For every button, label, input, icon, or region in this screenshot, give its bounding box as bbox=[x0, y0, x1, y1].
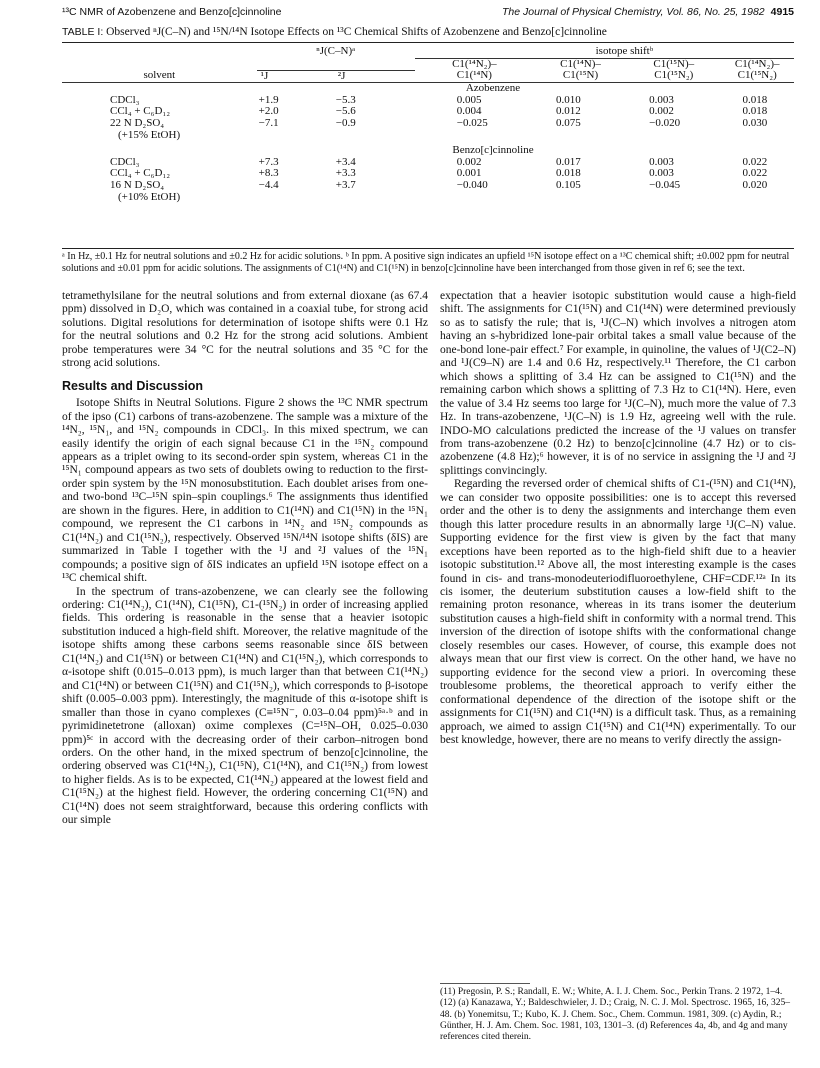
shift-cell: 0.010 bbox=[555, 93, 581, 106]
solvent-cell: (+10% EtOH) bbox=[118, 190, 181, 203]
j2-cell: −0.9 bbox=[335, 117, 356, 130]
solvent-cell: CCl₄ + C₆D₁₂ bbox=[110, 167, 171, 180]
header-solvent: solvent bbox=[143, 69, 176, 82]
shift-cell: 0.002 bbox=[456, 155, 482, 168]
section-benzocinnoline: Benzo[c]cinnoline bbox=[452, 144, 534, 157]
header-shift-3a: C1(¹⁵N)– bbox=[653, 57, 695, 70]
running-head-journal bbox=[502, 6, 794, 18]
j2-cell: +3.7 bbox=[335, 179, 356, 192]
shift-cell: 0.003 bbox=[649, 155, 674, 168]
shift-cell: 0.020 bbox=[742, 179, 768, 192]
shift-cell: 0.012 bbox=[555, 105, 581, 118]
table-row bbox=[62, 118, 794, 130]
shift-cell: 0.002 bbox=[649, 105, 674, 118]
solvent-cell: CDCl₃ bbox=[110, 93, 140, 106]
table-bottom-rule bbox=[62, 248, 794, 249]
left-column bbox=[62, 290, 428, 828]
shift-cell bbox=[415, 130, 534, 142]
references bbox=[440, 983, 796, 1043]
shift-cell: −0.025 bbox=[456, 117, 488, 130]
header-shift-1a: C1(¹⁴N₂)– bbox=[452, 57, 497, 70]
j1-cell bbox=[257, 130, 328, 142]
isotope-table bbox=[62, 46, 794, 203]
shift-cell: 0.018 bbox=[742, 105, 768, 118]
header-shift-2a: C1(¹⁴N)– bbox=[560, 57, 601, 70]
j1-cell: +2.0 bbox=[258, 105, 279, 118]
j2-cell: −5.6 bbox=[335, 105, 356, 118]
section-azobenzene: Azobenzene bbox=[465, 82, 521, 95]
paragraph: In the spectrum of trans-azobenzene, we can clearly see the following ordering: C1(¹⁴N₂), C1(¹⁴N), C1(¹⁵N), C1-(¹⁵N₂) in order of increasing applied fields. This ordering is reasonable in the sense that a heavier isotopic substitution induced a high-field shift. Moreover, the relative magnitude of the isotope shifts among these carbons seems reasonable since δIS between C1(¹⁴N₂) and C1(¹⁵N) or between C1(¹⁴N) and C1(¹⁵N₂), which corresponds to α-isotope shift (0.015–0.013 ppm), is much larger than that between C1(¹⁴N₂) and C1(¹⁴N) or between C1(¹⁵N) and C1(¹⁵N₂), which corresponds to β-isotope shift (0.005–0.003 ppm). Interestingly, the magnitude of this α-isotope shift is smaller than those in cyano complexes (C≡¹⁵N⁻, 0.03–0.04 ppm)⁵ᵃ·ᵇ and in pyrimidinetetrone (alloxan) oxime complexes (C=¹⁵N–OH, 0.025–0.030 ppm)⁵ᶜ in accord with the decreasing order of their carbon–nitrogen bond orders. On the other hand, in the mixed spectrum of benzo[c]cinnoline, the ordering observed was C1(¹⁴N₂), C1(¹⁵N), C1(¹⁴N), and C1(¹⁵N₂) from lowest to higher fields. As is to be expected, C1(¹⁴N₂) appeared at the lowest field and C1(¹⁵N₂) at the highest field. However, the ordering concerning C1(¹⁵N) and C1(¹⁴N) does not seem straightforward, because this ordering conflicts with our simple bbox=[62, 585, 428, 827]
shift-cell bbox=[720, 192, 794, 204]
section-heading: Results and Discussion bbox=[62, 378, 204, 393]
paragraph: tetramethylsilane for the neutral solutions and from external dioxane (as 67.4 ppm) dissolved in D₂O, which was contained in a coaxial tube, for strong acid solutions. Digital resolutions for determination of isotope shifts were 0.1 Hz for the neutral solutions and 0.2 Hz for the strong acid solutions. Ambient probe temperatures were 34 °C for the neutral solutions and 35 °C for the strong acid solutions. bbox=[62, 290, 428, 370]
solvent-cell: (+15% EtOH) bbox=[118, 128, 181, 141]
shift-cell: 0.022 bbox=[742, 155, 768, 168]
shift-cell: 0.075 bbox=[555, 117, 581, 130]
table-label: TABLE I: bbox=[62, 26, 104, 38]
header-nj: ⁿJ(C–N)ᵃ bbox=[316, 45, 356, 58]
shift-cell bbox=[415, 192, 534, 204]
shift-cell: 0.017 bbox=[555, 155, 581, 168]
paragraph: expectation that a heavier isotopic substitution would cause a high-field shift. The assignments for C1(¹⁵N) and C1(¹⁴N) were determined previously so as to satisfy the rule; that is, ¹J(C–N) which involves a nitrogen atom having an s-hybridized lone-pair orbital takes a small value because of the one-bond lone-pair effect.⁷ For example, in quinoline, the values of ¹J(C2–N) and ¹J(C9–N) are 1.4 and 0.6 Hz, respectively.¹¹ Therefore, the C1 carbon which shows a splitting of 3.4 Hz can be assigned to C1(¹⁵N) and the remaining carbon which shows a splitting of 7.3 Hz to C1(¹⁴N). Here, even the value of 3.4 Hz seems too large for ¹J(C–N), much more the value of 7.3 Hz. In trans-azobenzene, ¹J(C–N) is 1.9 Hz, agreeing well with the rule. INDO-MO calculations predicted the increase of the ¹J values on transfer from trans-azobenzene (0.2 Hz) to benzo[c]cinnoline (4.7 Hz) or to cis-azobenzene (4.8 Hz);⁶ however, it is of no service in assigning the ¹J and ²J splittings convincingly. bbox=[440, 290, 796, 477]
shift-cell: 0.003 bbox=[649, 167, 674, 180]
j2-cell: +3.4 bbox=[335, 155, 356, 168]
solvent-cell: 22 N D₂SO₄ bbox=[110, 117, 165, 130]
table-caption-text: Observed ⁿJ(C–N) and ¹⁵N/¹⁴N Isotope Effects on ¹³C Chemical Shifts of Azobenzene and Benzo[c]cinnoline bbox=[106, 26, 607, 38]
journal-citation: The Journal of Physical Chemistry, Vol. 86, No. 25, 1982 bbox=[502, 6, 765, 18]
shift-cell: 0.001 bbox=[456, 167, 482, 180]
solvent-cell: CCl₄ + C₆D₁₂ bbox=[110, 105, 171, 118]
solvent-cell: CDCl₃ bbox=[110, 155, 140, 168]
shift-cell: −0.020 bbox=[649, 117, 681, 130]
header-1j: ¹J bbox=[260, 69, 269, 82]
j2-cell: −5.3 bbox=[335, 93, 356, 106]
reference-12: (12) (a) Kanazawa, Y.; Baldeschwieler, J. D.; Craig, N. C. J. Mol. Spectrosc. 1965, 16, 325–48. (b) Yonemitsu, T.; Kubo, K. J. Chem. Soc., Chem. Commun. 1981, 309. (c) Aydin, R.; Günther, H. J. Am. Chem. Soc. 1981, 103, 1301–3. (d) References 4a, 4b, and 4g and many references cited therein. bbox=[440, 998, 790, 1043]
running-head-title: ¹³C NMR of Azobenzene and Benzo[c]cinnoline bbox=[62, 6, 282, 18]
j1-cell: −7.1 bbox=[258, 117, 279, 130]
shift-cell: 0.005 bbox=[456, 93, 482, 106]
shift-cell: 0.022 bbox=[742, 167, 768, 180]
reference-11: (11) Pregosin, P. S.; Randall, E. W.; White, A. I. J. Chem. Soc., Perkin Trans. 2 1972, 1–4. bbox=[440, 987, 783, 997]
shift-cell bbox=[627, 130, 720, 142]
table-caption bbox=[62, 26, 794, 38]
shift-cell: 0.003 bbox=[649, 93, 674, 106]
shift-cell bbox=[627, 192, 720, 204]
header-shift-2b: C1(¹⁵N) bbox=[562, 69, 599, 82]
j1-cell bbox=[257, 192, 328, 204]
header-shift-4a: C1(¹⁴N₂)– bbox=[734, 57, 780, 70]
j1-cell: +1.9 bbox=[258, 93, 279, 106]
shift-cell: 0.018 bbox=[742, 93, 768, 106]
header-shift-4b: C1(¹⁵N₂) bbox=[737, 69, 777, 82]
table-row bbox=[62, 157, 794, 169]
shift-cell bbox=[534, 130, 627, 142]
right-column bbox=[440, 290, 796, 747]
j1-cell: −4.4 bbox=[258, 179, 279, 192]
j2-cell bbox=[328, 192, 415, 204]
shift-cell: 0.018 bbox=[555, 167, 581, 180]
running-head bbox=[62, 6, 794, 22]
table-row bbox=[62, 130, 794, 142]
table-row bbox=[62, 180, 794, 192]
j1-cell: +8.3 bbox=[258, 167, 279, 180]
shift-cell: −0.045 bbox=[649, 179, 681, 192]
table-row bbox=[62, 192, 794, 204]
shift-cell: 0.105 bbox=[555, 179, 581, 192]
paragraph: Regarding the reversed order of chemical shifts of C1-(¹⁵N) and C1(¹⁴N), we can consider two opposite possibilities: one is to accept this reversed order and the other is to deny the assignments and interchange them even though this latter procedure results in an abnormally large ¹J(C–N) value. Supporting evidence for the first view is given by the fact that many exceptions have been reported as to the high-field shift due to a heavier isotopic substitution.¹² Above all, the most interesting example is the cases found in cis- and trans-monodeuteriodifluoroethylene, CHF=CDF.¹²ᵃ In its cis isomer, the deuterium substitution causes a low-field shift to the remaining proton resonance, whereas in its trans isomer the deuterium substitution causes a high-field shift in conformity with a normal trend. This inversion of the direction of isotope shifts with the conformational change closely resembles our cases. However, of course, this example does not always mean that our first view is correct. On the other hand, we have no supporting evidence for the second view a priori. In overcoming these troublesome problems, the theoretical approach to verify either the conformational dependence of the direction of the isotope shift or the assignments for C1(¹⁵N) and C1(¹⁴N) is a difficult task. Thus, as a remaining approach, we aimed to assign C1(¹⁵N) and C1(¹⁴N) experimentally. To our best knowledge, however, there are no means to verify directly the assign- bbox=[440, 478, 796, 746]
shift-cell: 0.030 bbox=[742, 117, 768, 130]
table-top-rule bbox=[62, 42, 794, 43]
reference-divider bbox=[440, 983, 530, 984]
table-row bbox=[62, 168, 794, 180]
shift-cell bbox=[534, 192, 627, 204]
shift-cell bbox=[720, 130, 794, 142]
solvent-cell: 16 N D₂SO₄ bbox=[110, 179, 165, 192]
header-shift-1b: C1(¹⁴N) bbox=[456, 69, 492, 82]
j2-cell: +3.3 bbox=[335, 167, 356, 180]
table-row bbox=[62, 106, 794, 118]
header-shift-3b: C1(¹⁵N₂) bbox=[654, 69, 694, 82]
page-number: 4915 bbox=[770, 6, 794, 18]
header-2j: ²J bbox=[337, 69, 346, 82]
header-isotope-shift: isotope shiftᵇ bbox=[415, 46, 794, 58]
shift-cell: −0.040 bbox=[456, 179, 488, 192]
table-row bbox=[62, 95, 794, 107]
table-footnote: ᵃ In Hz, ±0.1 Hz for neutral solutions and ±0.2 Hz for acidic solutions. ᵇ In ppm. A positive sign indicates an upfield ¹⁵N isotope effect on a ¹³C chemical shift; ±0.002 ppm for neutral solutions and ±0.01 ppm for acidic solutions. The assignments of C1(¹⁴N) and C1(¹⁵N) in benzo[c]cinnoline have been interchanged from those given in ref 6; see the text. bbox=[62, 251, 790, 274]
paragraph: Isotope Shifts in Neutral Solutions. Figure 2 shows the ¹³C NMR spectrum of the ipso (C1) carbons of trans-azobenzene. The sample was a mixture of the ¹⁴N₂, ¹⁵N₁, and ¹⁵N₂ compounds in CDCl₃. In this mixed spectrum, we can easily identify the origin of each signal because C1 in the ¹⁵N₂ compound appears as a triplet owing to its second-order spin system, whereas C1 in the ¹⁵N₁ compound appears as two sets of doublets owing to reduction to the first-order spin system by the ¹⁵N monosubstitution. Each doublet arises from one- and two-bond ¹³C–¹⁵N spin–spin couplings.⁶ The assignments thus identified are shown in the figures. Here, in addition to C1(¹⁴N) and C1(¹⁵N) in the ¹⁵N₁ compound, we represent the C1 carbons in ¹⁴N₂ and ¹⁵N₂ compounds as C1(¹⁴N₂) and C1(¹⁵N₂), respectively. Observed ¹⁵N/¹⁴N isotope shifts (δIS) are summarized in Table I together with the ¹J and ²J values of the ¹⁵N₁ compounds; a positive sign of δIS indicates an upfield ¹⁵N isotope effect on a ¹³C chemical shift. bbox=[62, 397, 428, 585]
j1-cell: +7.3 bbox=[258, 155, 279, 168]
j2-cell bbox=[328, 130, 415, 142]
shift-cell: 0.004 bbox=[456, 105, 482, 118]
